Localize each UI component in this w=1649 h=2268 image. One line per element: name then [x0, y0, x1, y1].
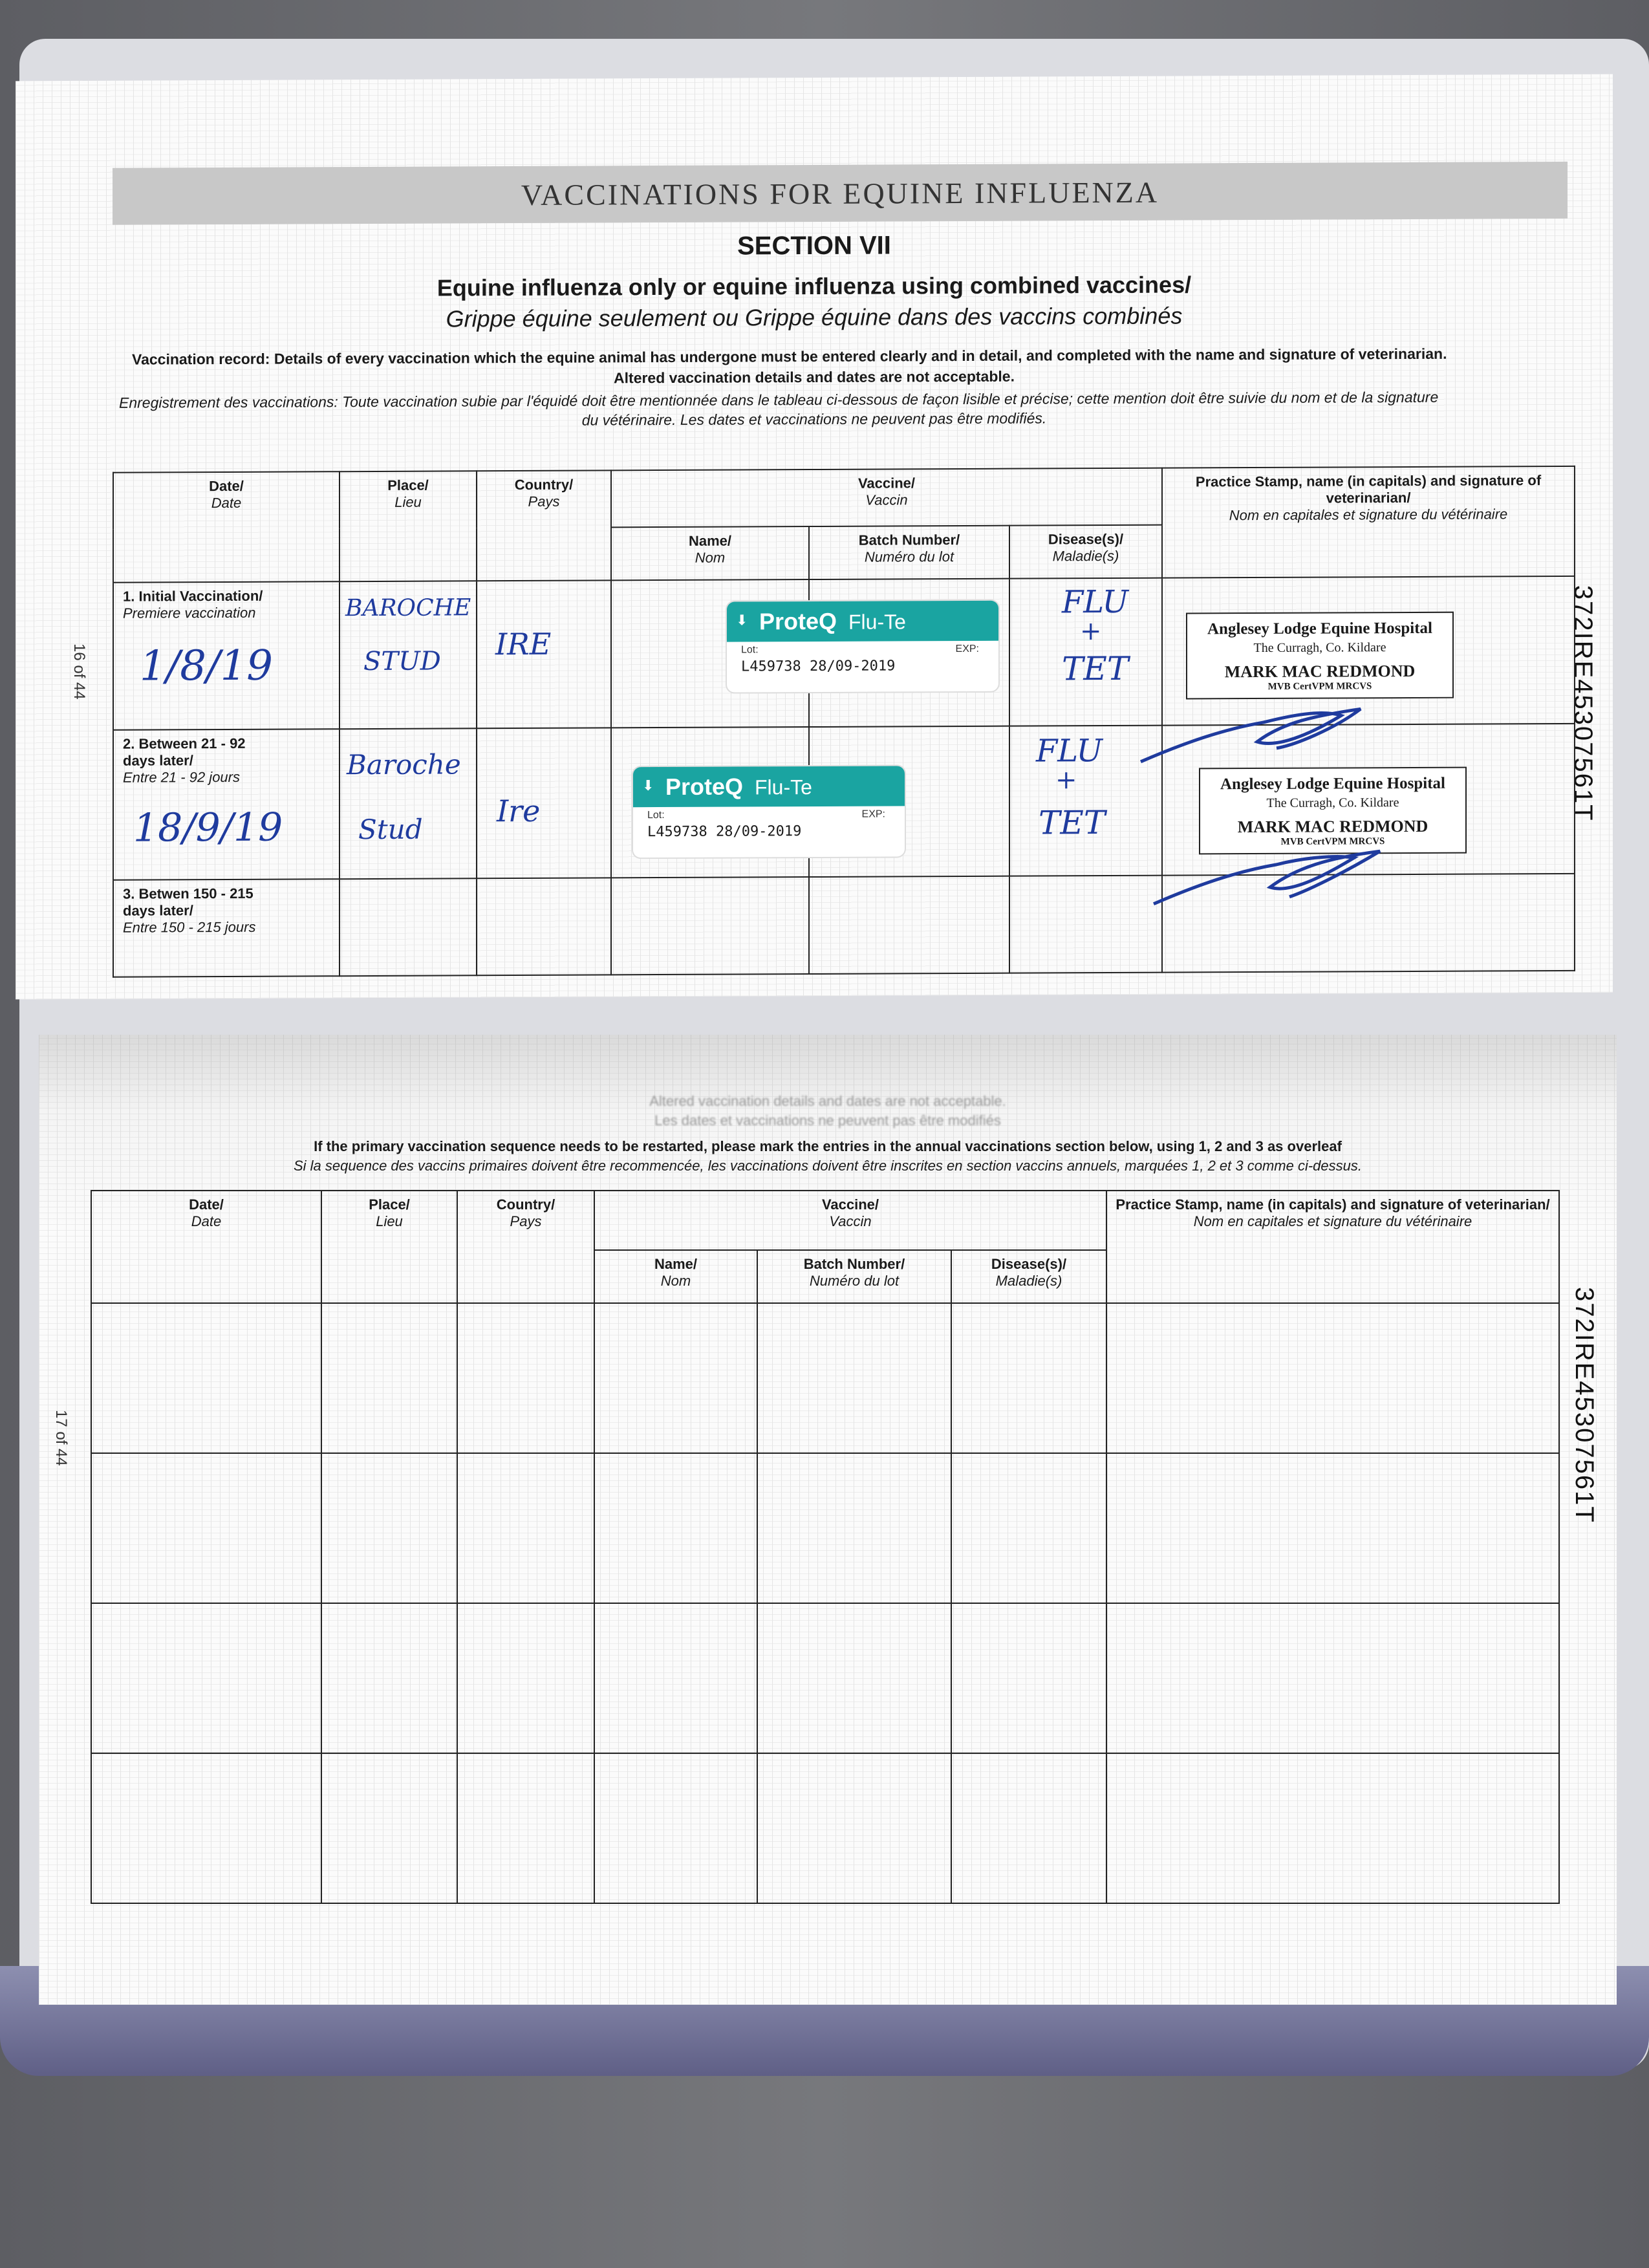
header-vaccine: Vaccine/ Vaccin	[611, 468, 1162, 528]
subtitle-en: Equine influenza only or equine influenza using combined vaccines/	[436, 271, 1192, 301]
subtitle-fr: Grippe équine seulement ou Grippe équine dans des vaccins combinés	[446, 302, 1183, 332]
arrow-down-icon: ⬇	[642, 777, 654, 794]
date-handwritten: 18/9/19	[133, 805, 283, 851]
sticker-brand: ProteQ	[665, 773, 744, 801]
country-handwritten: IRE	[495, 626, 552, 662]
place-cell	[339, 728, 477, 879]
stamp-qualifications: MVB CertVPM MRCVS	[1267, 681, 1372, 692]
page-16	[16, 74, 1613, 1000]
sticker-header	[727, 601, 998, 642]
stamp-practice-name: Anglesey Lodge Equine Hospital	[1207, 619, 1432, 638]
place-handwritten: Baroche	[347, 748, 461, 781]
note-en: Vaccination record: Details of every vaccination which the equine animal has undergone must be entered clearly and in detail, and completed with the name and signature of veterinarian.	[132, 345, 1447, 368]
country-cell	[477, 878, 611, 975]
batch-cell	[809, 876, 1009, 974]
disease-handwritten: FLU	[1036, 733, 1103, 770]
sticker-lot-label: Lot:	[647, 810, 665, 821]
country-cell	[477, 580, 611, 728]
table-row	[91, 1453, 1559, 1603]
header-date: Date/ Date	[91, 1191, 321, 1303]
disease-handwritten-2: +	[1080, 616, 1102, 647]
header-place: Place/ Lieu	[339, 471, 477, 581]
table-row	[91, 1603, 1559, 1753]
stamp-qualifications: MVB CertVPM MRCVS	[1280, 836, 1385, 847]
header-vaccine: Vaccine/ Vaccin	[594, 1191, 1106, 1250]
stamp-address: The Curragh, Co. Kildare	[1253, 640, 1386, 656]
sticker-exp-label: EXP:	[955, 643, 979, 655]
header-country: Country/ Pays	[457, 1191, 594, 1303]
section-title: SECTION VII	[737, 231, 891, 261]
row-label: 3. Betwen 150 - 215 days later/ Entre 150 - 215 jours	[113, 879, 339, 977]
place-cell	[339, 581, 477, 729]
restart-instruction-fr: Si la sequence des vaccins primaires doivent être recommencée, les vaccinations doivent être inscrites en section vaccins annuels, marquées 1, 2 et 3 comme ci-dessus.	[293, 1158, 1363, 1174]
country-cell	[477, 728, 611, 878]
header-vaccine-name: Name/ Nom	[594, 1250, 757, 1303]
disease-handwritten-2: +	[1055, 765, 1077, 795]
row-label: 1. Initial Vaccination/ Premiere vaccination 1/8/19	[113, 581, 339, 730]
stamp-address: The Curragh, Co. Kildare	[1266, 795, 1399, 810]
table-row	[91, 1303, 1559, 1453]
note-en-altered: Altered vaccination details and dates are not acceptable.	[614, 367, 1015, 387]
sticker-lot-value: L459738 28/09-2019	[647, 823, 802, 841]
place-cell	[339, 878, 477, 976]
place-handwritten: BAROCHE	[345, 594, 471, 622]
country-handwritten: Ire	[497, 793, 541, 829]
place-handwritten-2: STUD	[363, 646, 441, 677]
sticker-lot-label: Lot:	[741, 644, 759, 656]
header-disease: Disease(s)/ Maladie(s)	[951, 1250, 1106, 1303]
page-number: 16 of 44	[70, 643, 88, 700]
annual-vaccination-table	[91, 1190, 1560, 1904]
place-handwritten-2: Stud	[358, 813, 423, 846]
stamp-practice-name: Anglesey Lodge Equine Hospital	[1220, 774, 1445, 794]
arrow-down-icon: ⬇	[736, 612, 748, 629]
table-row	[91, 1753, 1559, 1903]
note-fr-2: du vétérinaire. Les dates et vaccinations ne peuvent pas être modifiés.	[581, 409, 1047, 429]
sticker-product: Flu-Te	[755, 775, 812, 799]
vet-signature	[1128, 696, 1386, 775]
sticker-exp-label: EXP:	[861, 808, 885, 820]
sticker-lot-value: L459738 28/09-2019	[741, 658, 896, 675]
vaccine-sticker	[633, 766, 905, 858]
faded-text: Altered vaccination details and dates are not acceptable.	[649, 1093, 1006, 1109]
sticker-brand: ProteQ	[759, 607, 837, 635]
disease-handwritten-3: TET	[1062, 649, 1129, 688]
header-batch-number: Batch Number/ Numéro du lot	[757, 1250, 951, 1303]
sticker-product: Flu-Te	[848, 610, 906, 634]
date-handwritten: 1/8/19	[140, 642, 273, 691]
banner-title: VACCINATIONS FOR EQUINE INFLUENZA	[521, 175, 1159, 211]
row-label: 2. Between 21 - 92 days later/ Entre 21 - 92 jours 18/9/19	[113, 729, 339, 880]
header-disease: Disease(s)/ Maladie(s)	[1009, 525, 1162, 579]
vaccine-name-cell	[611, 877, 809, 975]
header-place: Place/ Lieu	[321, 1191, 457, 1303]
practice-stamp	[1186, 612, 1454, 700]
vet-signature	[1134, 832, 1406, 917]
sticker-header	[633, 766, 905, 807]
stamp-vet-name: MARK MAC REDMOND	[1224, 661, 1416, 682]
stamp-vet-name: MARK MAC REDMOND	[1237, 816, 1428, 837]
header-batch-number: Batch Number/ Numéro du lot	[809, 526, 1009, 579]
restart-instruction-en: If the primary vaccination sequence needs to be restarted, please mark the entries in the annual vaccinations section below, using 1, 2 and 3 as overleaf	[314, 1138, 1342, 1154]
passport-code: 372IRE45307561T	[1569, 585, 1597, 822]
header-stamp: Practice Stamp, name (in capitals) and signature of veterinarian/ Nom en capitales et signature du vétérinaire	[1106, 1191, 1559, 1303]
note-fr: Enregistrement des vaccinations: Toute vaccination subie par l'équidé doit être mentionnée dans le tableau ci-dessous de façon lisible et précise; cette mention doit être suivie du nom et de la signature	[119, 388, 1439, 411]
disease-handwritten: FLU	[1062, 583, 1129, 621]
faded-text-fr: Les dates et vaccinations ne peuvent pas être modifiés	[654, 1112, 1001, 1129]
passport-code: 372IRE45307561T	[1570, 1287, 1599, 1524]
header-vaccine-name: Name/ Nom	[611, 526, 809, 580]
section-banner	[113, 162, 1568, 225]
vaccine-sticker	[727, 601, 998, 693]
page-number: 17 of 44	[52, 1410, 70, 1466]
header-stamp: Practice Stamp, name (in capitals) and signature of veterinarian/ Nom en capitales et signature du vétérinaire	[1162, 466, 1575, 578]
header-date: Date/ Date	[113, 471, 339, 583]
header-country: Country/ Pays	[477, 470, 611, 581]
disease-handwritten-3: TET	[1039, 804, 1106, 842]
page-17	[39, 1035, 1617, 2005]
